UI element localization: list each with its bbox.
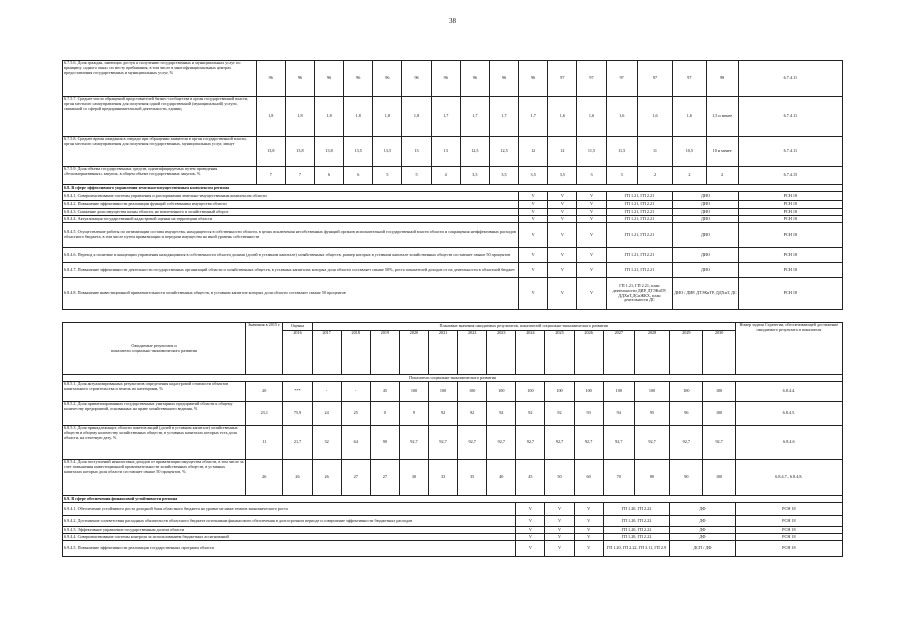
value-cell: 1,8 xyxy=(315,97,344,137)
measure-description: 6.8.4.7. Повышение эффективности деятельности государственных организаций области и хозяйственных обществ, в уставных капиталах которых доля области составляет свыше 50%, роста показателей доходов от их деятельности в областной бюджет xyxy=(63,263,519,278)
stage-mark: V xyxy=(516,527,545,534)
value-cell: 45 xyxy=(516,460,545,496)
program-reference: ГП 1.21, ГП 2.21 xyxy=(606,223,673,248)
responsible-department: ДИО xyxy=(673,201,739,209)
value-cell: 3 xyxy=(606,167,637,185)
year-header: 2020 xyxy=(399,331,428,375)
value-cell: 100 xyxy=(516,382,545,402)
stage-mark: V xyxy=(574,516,603,527)
measure-description: 6.9.4.1. Обеспечение устойчивого роста доходной базы областного бюджета на уровне не ниже темпов экономического роста xyxy=(63,503,516,516)
responsible-department: ДФ xyxy=(670,527,736,534)
stage-mark: V xyxy=(577,192,606,201)
program-reference: ГП 1.21, ГП 2.21 xyxy=(606,263,673,278)
value-cell: 92,7 xyxy=(634,426,669,460)
table-row xyxy=(63,541,843,557)
value-cell: 100 xyxy=(703,460,735,496)
stage-mark: V xyxy=(545,534,574,541)
year-header: 2016 xyxy=(283,331,312,375)
value-cell: 1,8 xyxy=(256,97,285,137)
document-reference: РСН 18 xyxy=(735,516,842,527)
value-cell: 12 xyxy=(548,137,577,167)
indicator-description: 6.8.5.2. Доля приватизированных государственных унитарных предприятий области к общему количеству предприятий, основанных на праве хозяйственного ведения, % xyxy=(63,402,246,426)
value-cell: 96 xyxy=(344,61,373,97)
value-cell: 20 xyxy=(246,382,283,402)
stage-mark: V xyxy=(574,527,603,534)
measure-description: 6.9.4.2. Достижение соответствия расходных обязательств областного бюджета источникам финансового обеспечения в долгосрочном периоде и совершение эффективности бюджетных расходов xyxy=(63,516,516,527)
program-reference: ГП 1.21, ГП 2.21 xyxy=(606,209,673,216)
stage-mark: V xyxy=(577,223,606,248)
value-cell: 1,7 xyxy=(460,97,489,137)
value-cell: 33 xyxy=(429,460,458,496)
value-cell: 100 xyxy=(703,382,735,402)
value-cell: 5 xyxy=(402,167,431,185)
stage-mark: V xyxy=(577,248,606,263)
value-cell: 1,8 xyxy=(373,97,402,137)
value-cell: 27 xyxy=(370,460,399,496)
value-cell: 100 xyxy=(429,382,458,402)
stage-mark: V xyxy=(519,263,548,278)
value-cell: 92 xyxy=(545,402,574,426)
value-cell: 1,8 xyxy=(344,97,373,137)
measure-description: 6.8.4.5. Осуществление работы по оптимизации состава имущества, находящегося в собственности области, в целях исключения несобственных функций органов исполнительной государственной власти области и сокращения неэффективных расходов областного бюджета, в том числе путем приватизации и передачи имущества на иной уровень собственности xyxy=(63,223,519,248)
indicator-description: 6.7.5.9. Доля объема государственных средств, идентифицируемых путем проведения «безальтернативных» закупок, в общем объеме государственных закупок, % xyxy=(63,167,257,185)
responsible-department: ДИО / ДИР, ДТЭКиТР, ДДХиТ, ДС xyxy=(673,278,739,310)
task-reference: 6.8.4.5. xyxy=(735,402,842,426)
stage-mark: V xyxy=(545,516,574,527)
value-cell: 12,5 xyxy=(460,137,489,167)
indicator-description: 6.7.5.7. Среднее число обращений представителей бизнес-сообщества в орган государственной власти, орган местного самоуправления для получения одной государственной (муниципальной) услуги, связанной со сферой предпринимательской деятельности, единиц xyxy=(63,97,257,137)
value-cell: 97 xyxy=(637,61,672,97)
value-cell: 12,5 xyxy=(489,137,518,167)
document-reference: РСН 18 xyxy=(738,209,842,216)
table-row xyxy=(63,201,843,209)
year-header: 2028 xyxy=(634,331,669,375)
stage-mark: V xyxy=(545,503,574,516)
measure-description: 6.8.4.1. Совершенствование системы управления и распоряжения земельно-имущественным комплексом области xyxy=(63,192,519,201)
program-reference: ГП 1.20, ГП 2.22 xyxy=(603,516,670,527)
year-header: 2024 xyxy=(516,331,545,375)
value-cell: 60 xyxy=(574,460,603,496)
value-cell: 26 xyxy=(312,460,341,496)
responsible-department: ДФ xyxy=(670,534,736,541)
measure-description: 6.8.4.4. Актуализация государственной кадастровой оценки на территории области xyxy=(63,216,519,223)
value-cell: 7 xyxy=(256,167,285,185)
table-row xyxy=(63,209,843,216)
stage-mark: V xyxy=(548,209,577,216)
value-cell: 95 xyxy=(634,402,669,426)
value-cell: 96 xyxy=(285,61,314,97)
value-cell: 92,7 xyxy=(516,426,545,460)
year-header: 2021 xyxy=(429,331,458,375)
value-cell: 1,6 xyxy=(577,97,606,137)
year-header: 2017 xyxy=(312,331,341,375)
value-cell: 92 xyxy=(458,402,487,426)
value-cell: 96 xyxy=(373,61,402,97)
value-cell: 92,7 xyxy=(399,426,428,460)
value-cell: 3,5 xyxy=(460,167,489,185)
value-cell: 94 xyxy=(603,402,634,426)
value-cell: 11 xyxy=(246,426,283,460)
task-reference: 6.8.4.6 xyxy=(735,426,842,460)
document-reference: РСН 18 xyxy=(738,278,842,310)
stage-mark: V xyxy=(577,216,606,223)
value-cell: 1,6 xyxy=(548,97,577,137)
value-cell: 1,7 xyxy=(489,97,518,137)
value-cell: 90 xyxy=(370,426,399,460)
measure-description: 6.8.4.6. Переход к политике и концепции управления находящимися в собственности области долями (долей в уставном капитале) хозяйственных обществ, размер которых в уставном капитале хозяйственных обществ составляет свыше 50 процентов xyxy=(63,248,519,263)
responsible-department: ДИО xyxy=(673,209,739,216)
value-cell: 1,7 xyxy=(519,97,548,137)
table-row xyxy=(63,167,843,185)
table-row xyxy=(63,248,843,263)
document-reference: РСН 18 xyxy=(735,541,842,557)
responsible-department: ДФ xyxy=(670,516,736,527)
value-cell: 100 xyxy=(603,382,634,402)
value-cell: 100 xyxy=(634,382,669,402)
program-reference: ГП 1.21, ГП 2.21 xyxy=(606,192,673,201)
value-cell: 13,8 xyxy=(256,137,285,167)
value-cell: 96 xyxy=(670,402,703,426)
stage-mark: V xyxy=(577,209,606,216)
stage-mark: V xyxy=(577,263,606,278)
value-cell: 92,7 xyxy=(670,426,703,460)
value-cell: 6 xyxy=(315,167,344,185)
value-cell: 92,7 xyxy=(603,426,634,460)
value-cell: 12 xyxy=(519,137,548,167)
table-row xyxy=(63,382,843,402)
stage-mark: V xyxy=(577,278,606,310)
responsible-department: ДФ xyxy=(670,503,736,516)
value-cell: 10 и менее xyxy=(706,137,738,167)
value-cell: 75,9 xyxy=(283,402,312,426)
stage-mark: V xyxy=(577,201,606,209)
value-cell: 1,5 и менее xyxy=(706,97,738,137)
value-cell: 35 xyxy=(458,460,487,496)
value-cell: 97 xyxy=(548,61,577,97)
document-reference: РСН 18 xyxy=(735,503,842,516)
table-row xyxy=(63,263,843,278)
value-cell: 1,6 xyxy=(673,97,706,137)
document-reference: РСН 18 xyxy=(738,223,842,248)
value-cell: 92,7 xyxy=(545,426,574,460)
value-cell: - xyxy=(341,382,370,402)
year-header: 2030 xyxy=(703,331,735,375)
stage-mark: V xyxy=(516,503,545,516)
task-reference: 6.7.4.11 xyxy=(738,61,842,97)
stage-mark: V xyxy=(516,534,545,541)
measure-description: 6.8.4.3. Снижение доли имущества казны области, не вовлеченного в хозяйственный оборот xyxy=(63,209,519,216)
value-cell: 11,5 xyxy=(606,137,637,167)
value-cell: 100 xyxy=(487,382,516,402)
value-cell: 50 xyxy=(545,460,574,496)
stage-mark: V xyxy=(519,216,548,223)
value-cell: 3,5 xyxy=(489,167,518,185)
table-row xyxy=(63,460,843,496)
value-cell: 27 xyxy=(341,460,370,496)
expected-results-line2: показатели социально-экономического развития xyxy=(111,347,197,353)
value-cell: 96 xyxy=(256,61,285,97)
value-cell: 4 xyxy=(431,167,460,185)
table-row xyxy=(63,61,843,97)
table-row xyxy=(63,185,843,192)
value-cell: 92 xyxy=(487,402,516,426)
expected-results-header xyxy=(63,323,246,375)
value-cell: 11,5 xyxy=(577,137,606,167)
value-cell: 23,1 xyxy=(246,402,283,426)
stage-mark: V xyxy=(516,541,545,557)
table-row xyxy=(63,496,843,503)
value-cell: 100 xyxy=(574,382,603,402)
stage-mark: V xyxy=(519,248,548,263)
year-header: 2025 xyxy=(545,331,574,375)
value-cell: 92 xyxy=(516,402,545,426)
stage-mark: V xyxy=(519,223,548,248)
table-row xyxy=(63,503,843,516)
value-cell: 96 xyxy=(489,61,518,97)
expected-results-line1: Ожидаемые результаты и xyxy=(131,342,177,348)
table-row xyxy=(63,534,843,541)
value-cell: 21,7 xyxy=(283,426,312,460)
program-reference: ГП 1.21, ГП 2.21 xyxy=(606,216,673,223)
value-cell: 3,5 xyxy=(548,167,577,185)
value-cell: 11 xyxy=(637,137,672,167)
program-reference: ГП 1.21, ГП 2.21, план деятельности ДИР, ДТЭКиТР, ДДХиТ,ДСиЖКХ, план деятельности ДС xyxy=(606,278,673,310)
value-2015-header: Значения в 2015 г. xyxy=(246,323,283,375)
document-reference: РСН 18 xyxy=(738,263,842,278)
stage-mark: V xyxy=(516,516,545,527)
value-cell: 90 xyxy=(670,460,703,496)
value-cell: 26 xyxy=(246,460,283,496)
year-header: 2029 xyxy=(670,331,703,375)
value-cell: 13,5 xyxy=(344,137,373,167)
measure-description: 6.9.4.4. Совершенствование системы контроля за использованием бюджетных ассигнований xyxy=(63,534,516,541)
program-reference: ГП 1.21, ГП 2.21 xyxy=(606,248,673,263)
program-reference: ГП 1.20, ГП 2.22, ГП 3.11, ГП 2.9 xyxy=(603,541,670,557)
stage-mark: V xyxy=(545,527,574,534)
table-row xyxy=(63,97,843,137)
responsible-department: ДИО xyxy=(673,192,739,201)
measure-description: 6.8.4.2. Повышение эффективности реализации функций собственника имущества области xyxy=(63,201,519,209)
stage-mark: V xyxy=(545,541,574,557)
table-row xyxy=(63,527,843,534)
table-row xyxy=(63,216,843,223)
document-reference: РСН 18 xyxy=(738,216,842,223)
stage-mark: V xyxy=(519,278,548,310)
value-cell: 96 xyxy=(460,61,489,97)
year-header: 2023 xyxy=(487,331,516,375)
table-row xyxy=(63,516,843,527)
task-reference: 6.8.4.4. xyxy=(735,382,842,402)
program-reference: ГП 1.20, ГП 2.22 xyxy=(603,503,670,516)
value-cell: 2 xyxy=(637,167,672,185)
value-cell: 96 xyxy=(431,61,460,97)
value-cell: 97 xyxy=(577,61,606,97)
table-row xyxy=(63,426,843,460)
indicator-description: 6.7.5.6. Доля граждан, имеющих доступ к получению государственных и муниципальных услуг по принципу «одного окна» по месту пребывания, в том числе в многофункциональных центрах предоставления государственных и муниципальных услуг, % xyxy=(63,61,257,97)
value-cell: 93 xyxy=(574,402,603,426)
value-cell: 97 xyxy=(673,61,706,97)
stage-mark: V xyxy=(548,223,577,248)
value-cell: 13,5 xyxy=(373,137,402,167)
value-cell: 45 xyxy=(370,382,399,402)
stage-mark: V xyxy=(548,201,577,209)
table-row xyxy=(63,278,843,310)
value-cell: 92,7 xyxy=(487,426,516,460)
value-cell: 25 xyxy=(341,402,370,426)
task-reference: 6.7.4.11 xyxy=(738,137,842,167)
value-cell: 40 xyxy=(487,460,516,496)
value-cell: 100 xyxy=(545,382,574,402)
value-cell: 97 xyxy=(606,61,637,97)
value-cell: 70 xyxy=(603,460,634,496)
year-header: 2026 xyxy=(574,331,603,375)
indicator-description: 6.8.5.4. Доля поступлений неналоговых доходов от приватизации имущества области, в том числе за счет повышения инвестиционной привлекательности хозяйственных обществ, в уставных капиталах которых доля области составляет свыше 50 процентов, % xyxy=(63,460,246,496)
value-cell: 92,7 xyxy=(429,426,458,460)
value-cell: 2 xyxy=(706,167,738,185)
stage-mark: V xyxy=(519,192,548,201)
value-cell: 0 xyxy=(370,402,399,426)
document-reference: РСН 18 xyxy=(735,527,842,534)
value-cell: 80 xyxy=(634,460,669,496)
value-cell: 3 xyxy=(577,167,606,185)
stage-mark: V xyxy=(548,248,577,263)
value-cell: 26 xyxy=(283,460,312,496)
planned-values-header: Плановые значения ожидаемых результатов, показателей социально-экономического развития xyxy=(312,323,735,331)
document-reference: РСН 18 xyxy=(735,534,842,541)
value-cell: 96 xyxy=(315,61,344,97)
value-cell: *** xyxy=(283,382,312,402)
value-cell: 98 xyxy=(706,61,738,97)
stage-mark: V xyxy=(548,263,577,278)
indicator-description: 6.8.5.1. Доля актуализированных результатов определения кадастровой стоимости объектов капитального строительства и земель по категориям, % xyxy=(63,382,246,402)
value-cell: 92,7 xyxy=(703,426,735,460)
estimate-header: Оценка xyxy=(283,323,312,331)
value-cell: 10,5 xyxy=(673,137,706,167)
year-header: 2018 xyxy=(341,331,370,375)
value-cell: 64 xyxy=(341,426,370,460)
value-cell: 1,8 xyxy=(402,97,431,137)
value-cell: 13,8 xyxy=(315,137,344,167)
responsible-department: ДИО xyxy=(673,223,739,248)
measure-description: 6.9.4.3. Эффективное управление государственным долгом области xyxy=(63,527,516,534)
value-cell: 6 xyxy=(344,167,373,185)
year-header: 2027 xyxy=(603,331,634,375)
table-row xyxy=(63,402,843,426)
program-reference: ГП 1.21, ГП 2.21 xyxy=(606,201,673,209)
measure-description: 6.9.4.5. Повышение эффективности реализации государственных программ области xyxy=(63,541,516,557)
table-row xyxy=(63,375,843,382)
value-cell: 5 xyxy=(373,167,402,185)
value-cell: 13,8 xyxy=(285,137,314,167)
value-cell: 92,7 xyxy=(458,426,487,460)
stage-mark: V xyxy=(574,534,603,541)
document-reference: РСН 18 xyxy=(738,201,842,209)
value-cell: 100 xyxy=(670,382,703,402)
table-row xyxy=(63,223,843,248)
task-reference: 6.7.4.15 xyxy=(738,167,842,185)
stage-mark: V xyxy=(548,192,577,201)
value-cell: 3,5 xyxy=(519,167,548,185)
value-cell: 32 xyxy=(312,426,341,460)
value-cell: 1,6 xyxy=(606,97,637,137)
responsible-department: ДИО xyxy=(673,216,739,223)
value-cell: 1,6 xyxy=(637,97,672,137)
value-cell: 100 xyxy=(399,382,428,402)
program-reference: ГП 1.20, ГП 2.22 xyxy=(603,527,670,534)
stage-mark: V xyxy=(574,503,603,516)
responsible-department: ДИО xyxy=(673,263,739,278)
value-cell: 100 xyxy=(703,402,735,426)
stage-mark: V xyxy=(519,209,548,216)
value-cell: 1,7 xyxy=(431,97,460,137)
table-row xyxy=(63,323,843,331)
section-heading: 6.8. В сфере эффективного управления земельно-имущественным комплексом региона xyxy=(63,185,843,192)
responsible-department: ДСП / ДФ xyxy=(670,541,736,557)
value-cell: 100 xyxy=(458,382,487,402)
value-cell: 30 xyxy=(399,460,428,496)
measure-description: 6.8.4.8. Повышение инвестиционной привлекательности хозяйственных обществ, в уставном капитале которых доля области составляет свыше 50 процентов xyxy=(63,278,519,310)
value-cell: 2 xyxy=(673,167,706,185)
indicator-description: 6.7.5.8. Среднее время ожидания в очереди при обращении заявителя в орган государственной власти, орган местного самоуправления для получения государственных, муниципальных услуг, минут xyxy=(63,137,257,167)
value-cell: 92 xyxy=(429,402,458,426)
strategy-table-lower xyxy=(62,322,843,557)
document-reference: РСН 18 xyxy=(738,192,842,201)
page-number: 38 xyxy=(449,17,456,25)
task-reference: 6.8.4.7., 6.8.4.8. xyxy=(735,460,842,496)
strategy-table-upper xyxy=(62,60,843,310)
value-cell: 7 xyxy=(285,167,314,185)
value-cell: 92,7 xyxy=(574,426,603,460)
year-header: 2019 xyxy=(370,331,399,375)
responsible-department: ДИО xyxy=(673,248,739,263)
task-reference: 6.7.4.11 xyxy=(738,97,842,137)
stage-mark: V xyxy=(519,201,548,209)
program-reference: ГП 1.20, ГП 2.22 xyxy=(603,534,670,541)
year-header: 2022 xyxy=(458,331,487,375)
value-cell: 13 xyxy=(402,137,431,167)
section-heading: 6.9. В сфере обеспечения финансовой устойчивости региона xyxy=(63,496,843,503)
value-cell: 9 xyxy=(399,402,428,426)
value-cell: 96 xyxy=(402,61,431,97)
value-cell: - xyxy=(312,382,341,402)
value-cell: 96 xyxy=(519,61,548,97)
document-reference: РСН 18 xyxy=(738,248,842,263)
value-cell: 24 xyxy=(312,402,341,426)
indicator-description: 6.8.5.3. Доля принадлежащих области пакетов акций (долей в уставном капитале) хозяйственных обществ в общему количеству хозяйственных обществ, в уставных капиталах которых есть доля области, на отчетную дату, % xyxy=(63,426,246,460)
stage-mark: V xyxy=(548,216,577,223)
value-cell: 13 xyxy=(431,137,460,167)
indicators-title: Показатели социально-экономического развития xyxy=(63,375,843,382)
task-number-header: Номер задачи Стратегии, обеспечивающей достижение ожидаемого результата и показателя xyxy=(735,323,842,375)
stage-mark: V xyxy=(548,278,577,310)
table-row xyxy=(63,192,843,201)
table-row xyxy=(63,137,843,167)
stage-mark: V xyxy=(574,541,603,557)
value-cell: 1,8 xyxy=(285,97,314,137)
